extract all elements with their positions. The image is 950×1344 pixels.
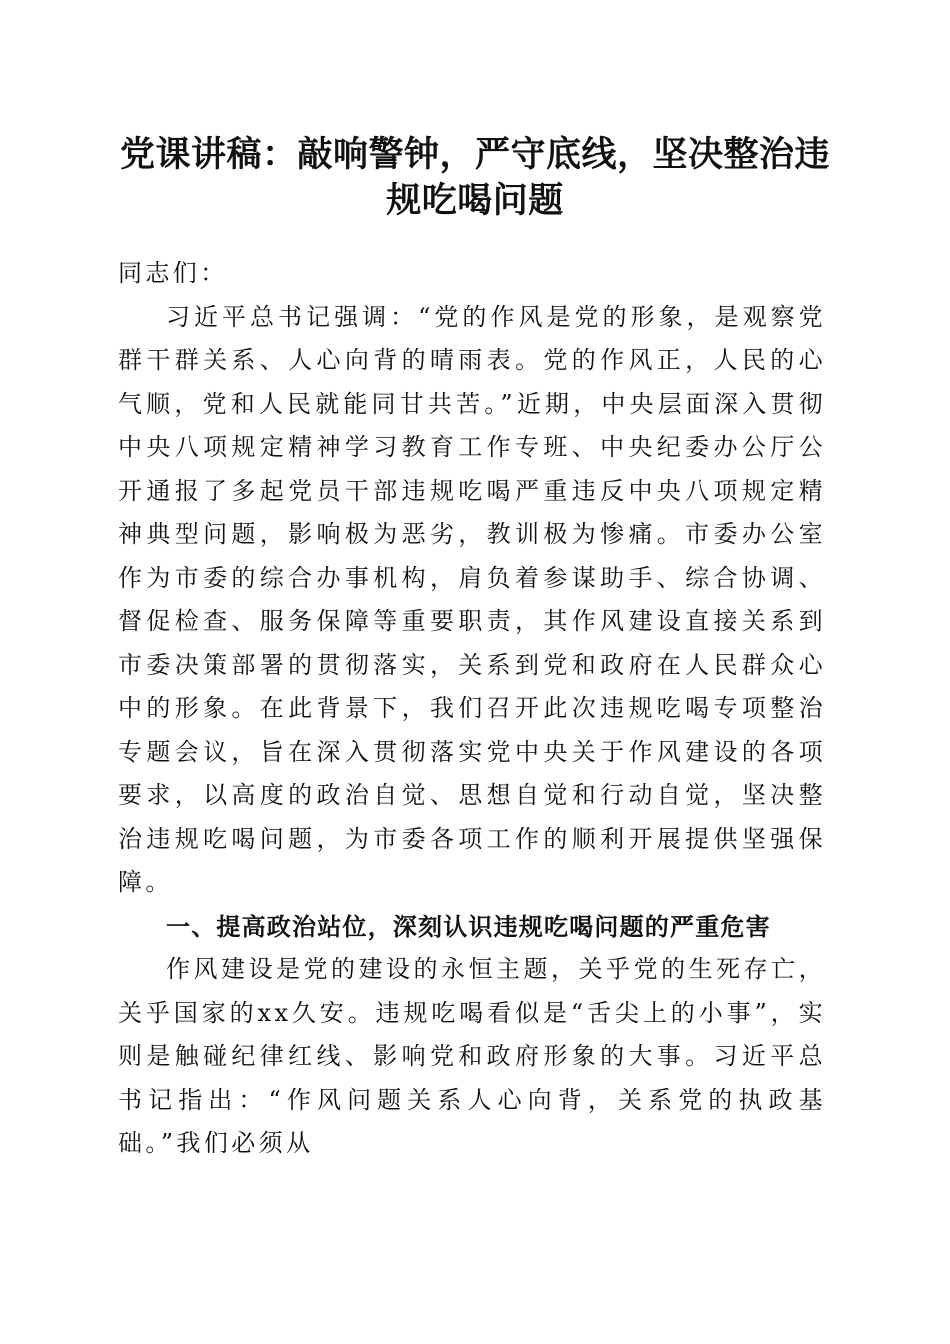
document-body — [118, 252, 826, 1166]
section-heading: 一、提高政治站位，深刻认识违规吃喝问题的严重危害 — [166, 911, 771, 941]
salutation: 同志们： — [118, 259, 228, 287]
section-paragraph: 作风建设是党的建设的永恒主题，关乎党的生死存亡，关乎国家的xx久安。违规吃喝看似是“舌尖上的小事”，实则是触碰纪律红线、影响党和政府形象的大事。习近平总书记指出：“作风问题关系人心向背，关系党的执政基础。”我们必须从 — [118, 955, 826, 1157]
document-title: 党课讲稿：敲响警钟，严守底线，坚决整治违规吃喝问题 — [119, 134, 830, 221]
intro-paragraph: 习近平总书记强调：“党的作风是党的形象，是观察党群干群关系、人心向背的晴雨表。党的作风正，人民的心气顺，党和人民就能同甘共苦。”近期，中央层面深入贯彻中央八项规定精神学习教育工作专班、中央纪委办公厅公开通报了多起党员干部违规吃喝严重违反中央八项规定精神典型问题，影响极为恶劣，教训极为惨痛。市委办公室作为市委的综合办事机构，肩负着参谋助手、综合协调、督促检查、服务保障等重要职责，其作风建设直接关系到市委决策部署的贯彻落实，关系到党和政府在人民群众心中的形象。在此背景下，我们召开此次违规吃喝专项整治专题会议，旨在深入贯彻落实党中央关于作风建设的各项要求，以高度的政治自觉、思想自觉和行动自觉，坚决整治违规吃喝问题，为市委各项工作的顺利开展提供坚强保障。 — [118, 302, 826, 896]
